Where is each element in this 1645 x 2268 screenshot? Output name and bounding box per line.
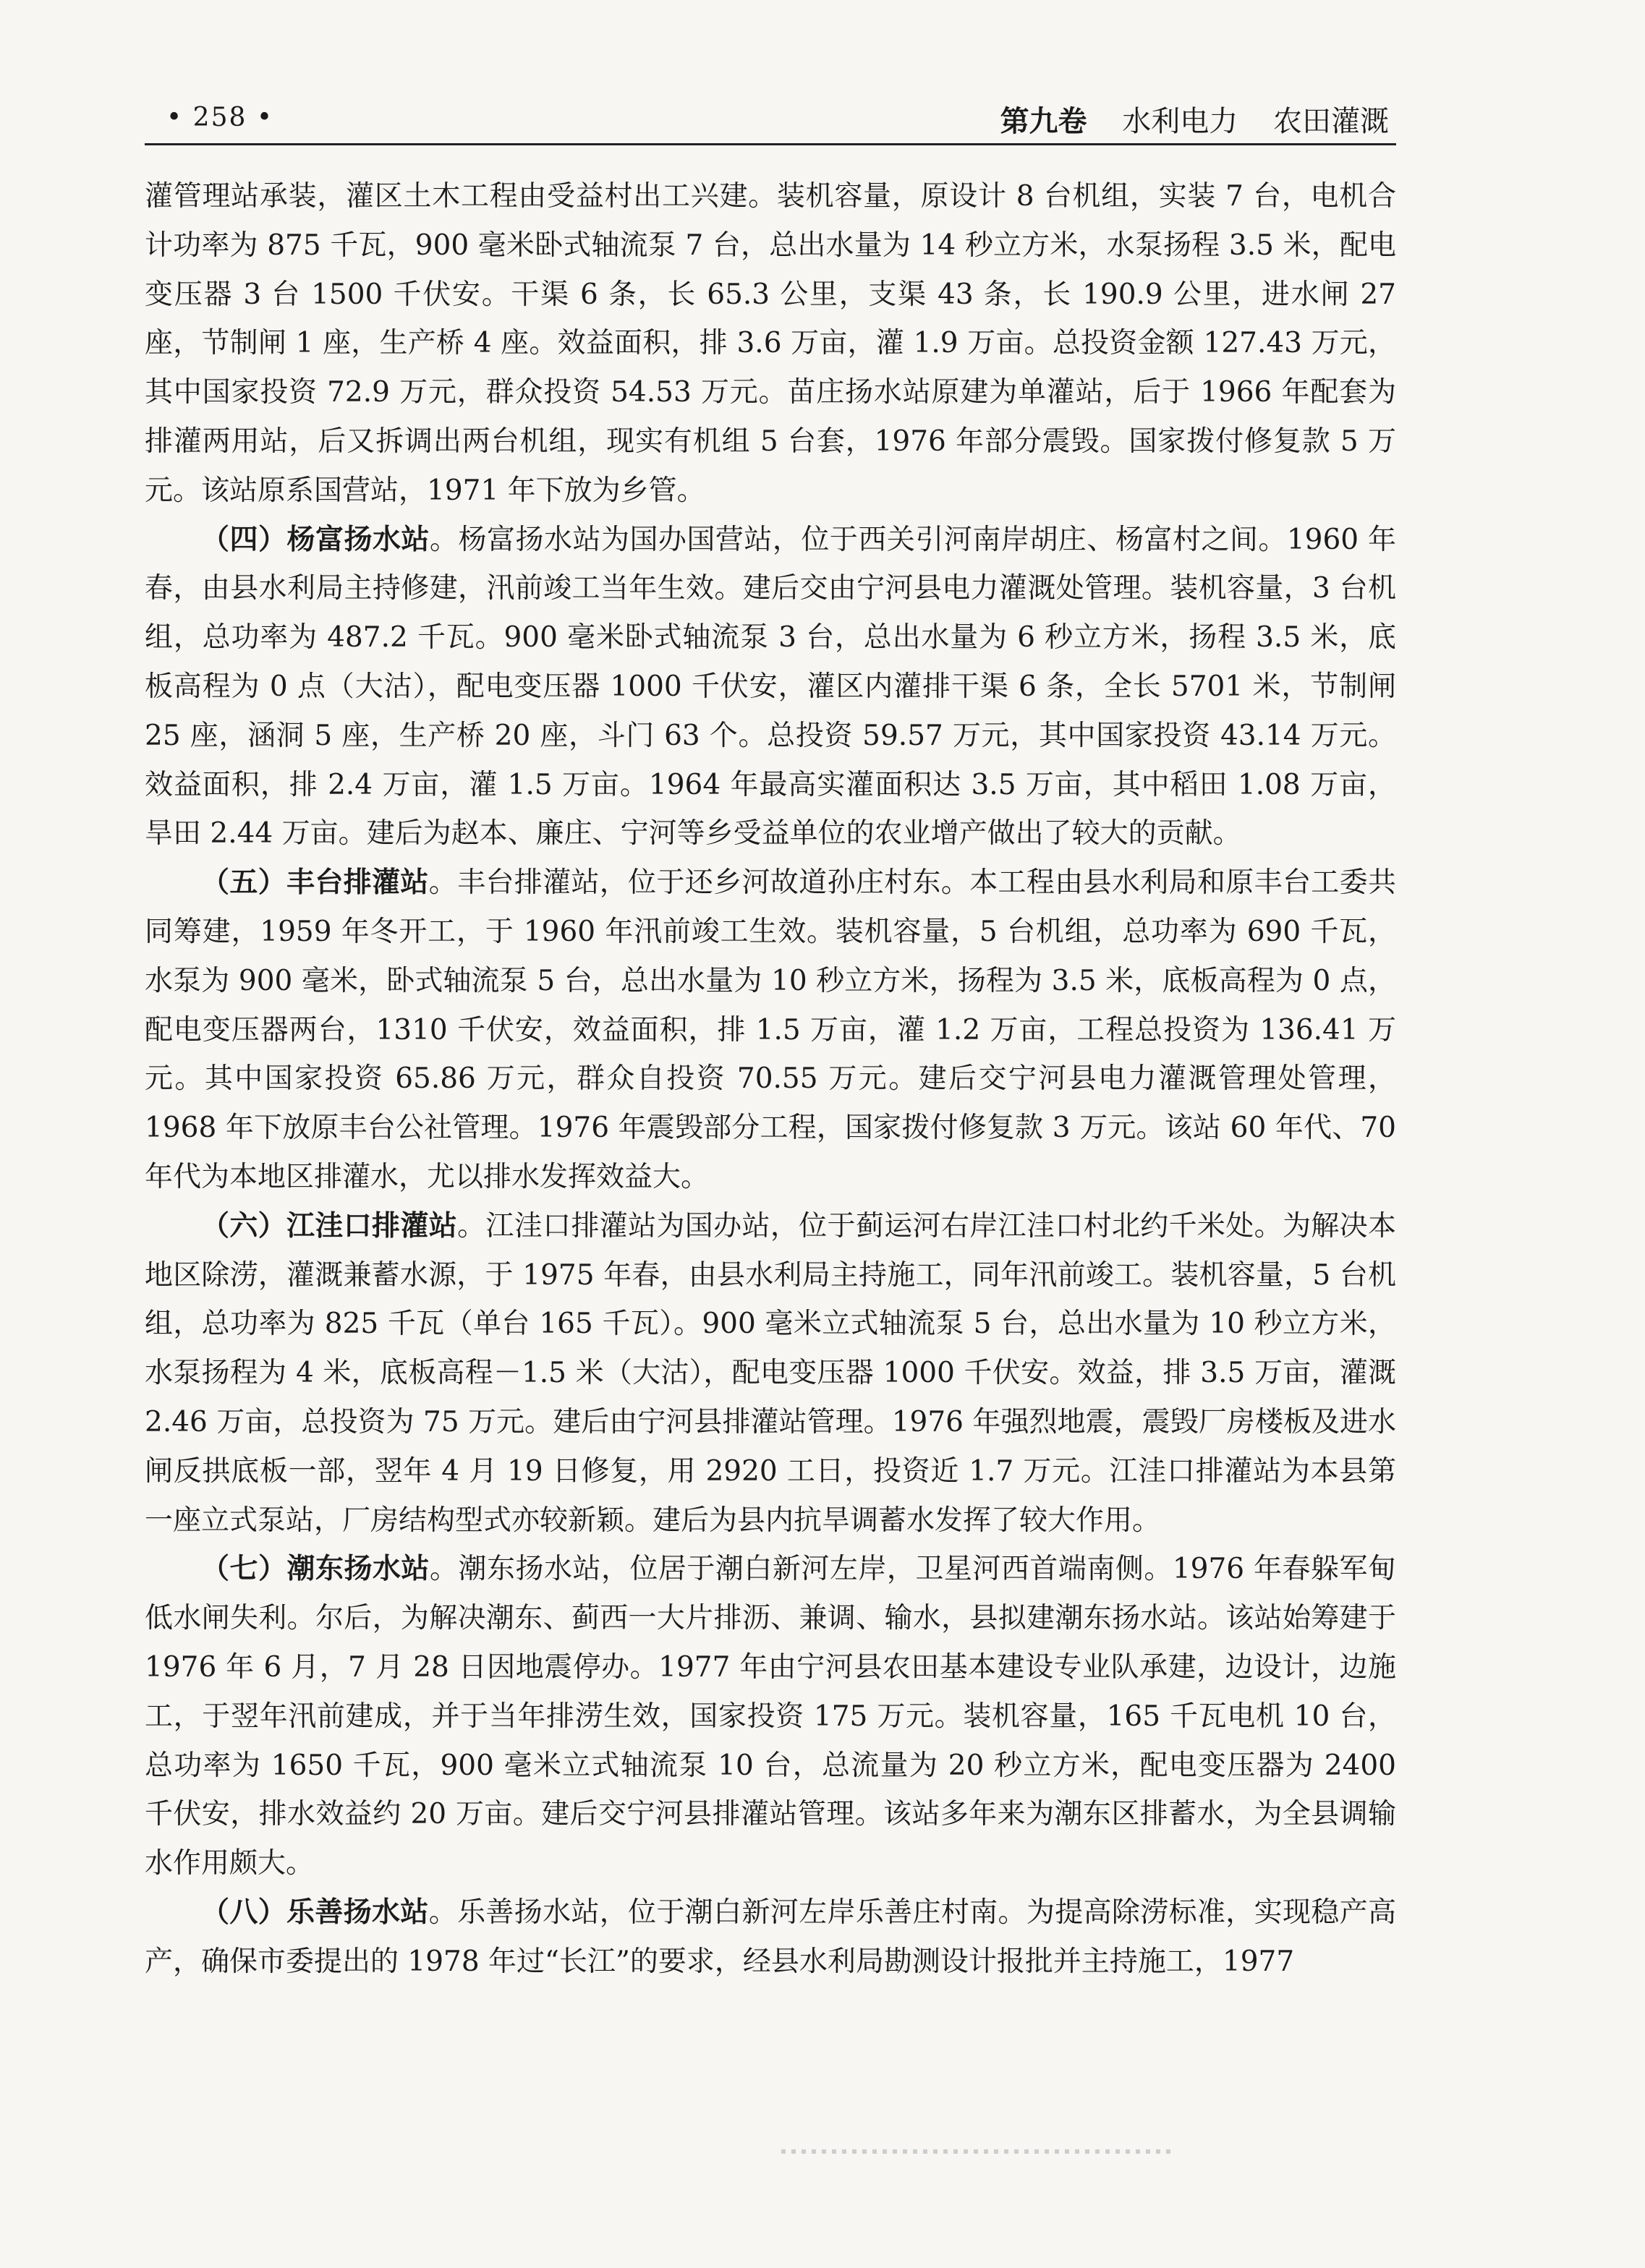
paragraph bbox=[145, 1202, 1396, 1546]
paragraph bbox=[145, 1545, 1396, 1888]
paragraph bbox=[145, 172, 1396, 516]
station-heading: （八）乐善扬水站 bbox=[201, 1895, 429, 1929]
paragraph-text: 。杨富扬水站为国办国营站，位于西关引河南岸胡庄、杨富村之间。1960 年春，由县水利局主持修建，汛前竣工当年生效。建后交由宁河县电力灌溉处管理。装机容量，3 台机组，总功率为 487.2 千瓦。900 毫米卧式轴流泵 3 台，总出水量为 6 秒立方米，扬程 3.5 米，底板高程为 0 点（大沽），配电变压器 1000 千伏安，灌区内灌排干渠 6 条，全长 5701 米，节制闸 25 座，涵洞 5 座，生产桥 20 座，斗门 63 个。总投资 59.57 万元，其中国家投资 43.14 万元。效益面积，排 2.4 万亩，灌 1.5 万亩。1964 年最高实灌面积达 3.5 万亩，其中稻田 1.08 万亩，旱田 2.44 万亩。建后为赵本、廉庄、宁河等乡受益单位的农业增产做出了较大的贡献。 bbox=[145, 523, 1396, 850]
section-title: 水利电力 bbox=[1122, 105, 1238, 138]
paragraph-text: 。潮东扬水站，位居于潮白新河左岸，卫星河西首端南侧。1976 年春躲军甸低水闸失利。尔后，为解决潮东、蓟西一大片排沥、兼调、输水，县拟建潮东扬水站。该站始筹建于 1976 年 6 月，7 月 28 日因地震停办。1977 年由宁河县农田基本建设专业队承建，边设计，边施工，于翌年汛前建成，并于当年排涝生效，国家投资 175 万元。装机容量，165 千瓦电机 10 台，总功率为 1650 千瓦，900 毫米立式轴流泵 10 台，总流量为 20 秒立方米，配电变压器为 2400 千伏安，排水效益约 20 万亩。建后交宁河县排灌站管理。该站多年来为潮东区排蓄水，为全县调输水作用颇大。 bbox=[145, 1553, 1396, 1880]
scan-artifact bbox=[781, 2149, 1172, 2154]
station-heading: （五）丰台排灌站 bbox=[201, 866, 429, 900]
station-heading: （六）江洼口排灌站 bbox=[201, 1208, 458, 1242]
paragraph bbox=[145, 1888, 1396, 1987]
paragraph-text: 灌管理站承装，灌区土木工程由受益村出工兴建。装机容量，原设计 8 台机组，实装 7 台，电机合计功率为 875 千瓦，900 毫米卧式轴流泵 7 台，总出水量为 14 秒立方米，水泵扬程 3.5 米，配电变压器 3 台 1500 千伏安。干渠 6 条，长 65.3 公里，支渠 43 条，长 190.9 公里，进水闸 27 座，节制闸 1 座，生产桥 4 座。效益面积，排 3.6 万亩，灌 1.9 万亩。总投资金额 127.43 万元，其中国家投资 72.9 万元，群众投资 54.53 万元。苗庄扬水站原建为单灌站，后于 1966 年配套为排灌两用站，后又拆调出两台机组，现实有机组 5 台套，1976 年部分震毁。国家拨付修复款 5 万元。该站原系国营站，1971 年下放为乡管。 bbox=[145, 180, 1396, 507]
paragraph-text: 。江洼口排灌站为国办站，位于蓟运河右岸江洼口村北约千米处。为解决本地区除涝，灌溉兼蓄水源，于 1975 年春，由县水利局主持施工，同年汛前竣工。装机容量，5 台机组，总功率为 825 千瓦（单台 165 千瓦）。900 毫米立式轴流泵 5 台，总出水量为 10 秒立方米，水泵扬程为 4 米，底板高程－1.5 米（大沽），配电变压器 1000 千伏安。效益，排 3.5 万亩，灌溉 2.46 万亩，总投资为 75 万元。建后由宁河县排灌站管理。1976 年强烈地震，震毁厂房楼板及进水闸反拱底板一部，翌年 4 月 19 日修复，用 2920 工日，投资近 1.7 万元。江洼口排灌站为本县第一座立式泵站，厂房结构型式亦较新颖。建后为县内抗旱调蓄水发挥了较大作用。 bbox=[145, 1209, 1396, 1537]
paragraph-text: 。乐善扬水站，位于潮白新河左岸乐善庄村南。为提高除涝标准，实现稳产高产，确保市委提出的 1978 年过“长江”的要求，经县水利局勘测设计报批并主持施工，1977 bbox=[145, 1896, 1396, 1978]
paragraph bbox=[145, 858, 1396, 1202]
body-text bbox=[145, 172, 1396, 1986]
station-heading: （四）杨富扬水站 bbox=[201, 522, 430, 556]
paragraph-text: 。丰台排灌站，位于还乡河故道孙庄村东。本工程由县水利局和原丰台工委共同筹建，1959 年冬开工，于 1960 年汛前竣工生效。装机容量，5 台机组，总功率为 690 千瓦，水泵为 900 毫米，卧式轴流泵 5 台，总出水量为 10 秒立方米，扬程为 3.5 米，底板高程为 0 点，配电变压器两台，1310 千伏安，效益面积，排 1.5 万亩，灌 1.2 万亩，工程总投资为 136.41 万元。其中国家投资 65.86 万元，群众自投资 70.55 万元。建后交宁河县电力灌溉管理处管理，1968 年下放原丰台公社管理。1976 年震毁部分工程，国家拨付修复款 3 万元。该站 60 年代、70 年代为本地区排灌水，尤以排水发挥效益大。 bbox=[145, 866, 1396, 1193]
station-heading: （七）潮东扬水站 bbox=[201, 1552, 430, 1586]
running-header bbox=[145, 93, 1396, 145]
subsection-title: 农田灌溉 bbox=[1273, 105, 1389, 138]
paragraph bbox=[145, 516, 1396, 859]
page-number: • 258 • bbox=[166, 103, 274, 132]
volume-title: 第九卷 bbox=[1000, 104, 1087, 138]
running-title bbox=[1000, 98, 1389, 140]
